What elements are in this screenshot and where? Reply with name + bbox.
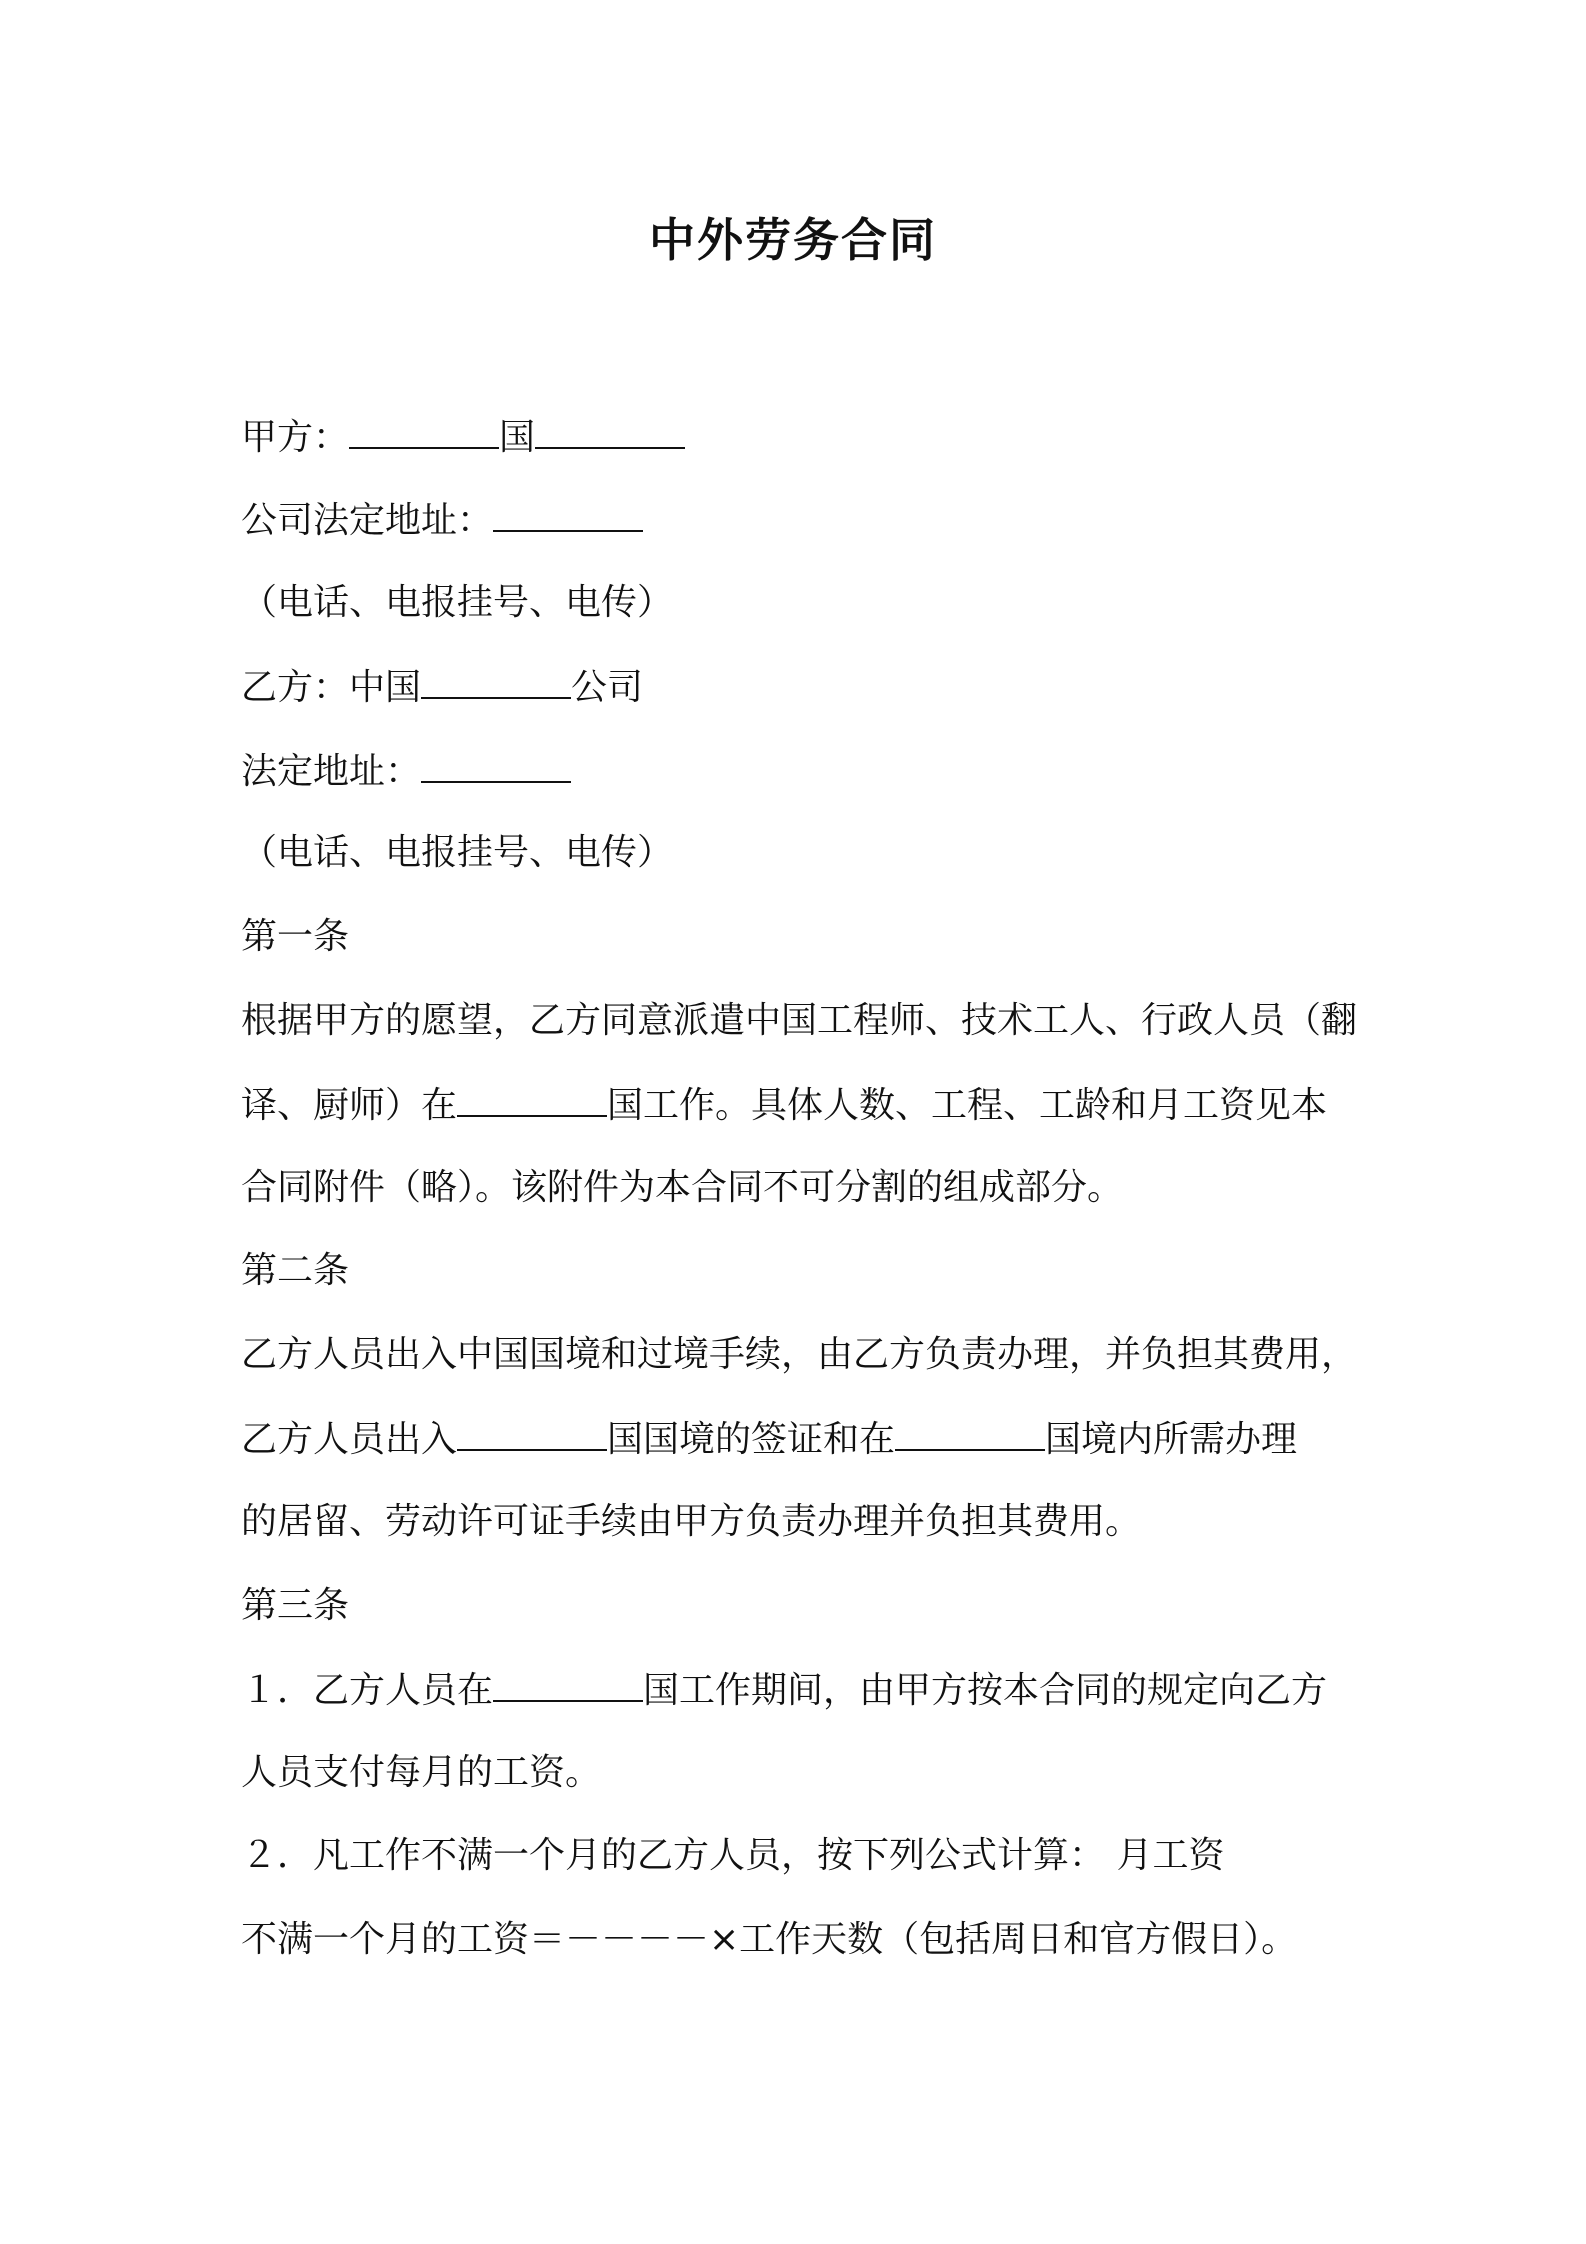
blank-field bbox=[349, 411, 499, 449]
party-b-company-suffix: 公司 bbox=[571, 667, 644, 708]
article-2-text-segment: 国境内所需办理 bbox=[1045, 1419, 1298, 1460]
blank-field bbox=[457, 1079, 607, 1117]
article-1-text-line-3: 合同附件（略）。该附件为本合同不可分割的组成部分。 bbox=[241, 1167, 1124, 1208]
party-a-label: 甲方： bbox=[241, 417, 350, 458]
article-2-text-line-3: 的居留、劳动许可证手续由甲方负责办理并负担其费用。 bbox=[241, 1501, 1142, 1542]
party-b-label: 乙方：中国 bbox=[241, 667, 422, 708]
party-a-contact-note: （电话、电报挂号、电传） bbox=[241, 582, 674, 623]
party-a-address-label: 公司法定地址： bbox=[241, 500, 494, 541]
article-2-text-segment: 国国境的签证和在 bbox=[607, 1419, 896, 1460]
article-1-text-segment: 译、厨师）在 bbox=[241, 1085, 458, 1126]
blank-field bbox=[493, 494, 643, 532]
article-2-text-line-1: 乙方人员出入中国国境和过境手续，由乙方负责办理，并负担其费用， bbox=[241, 1334, 1358, 1375]
article-3-heading: 第三条 bbox=[241, 1585, 350, 1626]
article-2-text-segment: 乙方人员出入 bbox=[241, 1419, 458, 1460]
blank-field bbox=[421, 661, 571, 699]
party-a-line bbox=[241, 411, 1361, 463]
article-3-formula: 不满一个月的工资＝－－－－×工作天数（包括周日和官方假日）。 bbox=[241, 1919, 1298, 1960]
article-2-heading: 第二条 bbox=[241, 1250, 350, 1291]
article-1-text-line-2 bbox=[241, 1079, 1361, 1131]
article-3-item-1-line-2: 人员支付每月的工资。 bbox=[241, 1752, 602, 1793]
article-3-item-1-line-1 bbox=[241, 1664, 1361, 1716]
article-2-text-line-2 bbox=[241, 1413, 1361, 1465]
article-1-text-line-1: 根据甲方的愿望，乙方同意派遣中国工程师、技术工人、行政人员（翻 bbox=[241, 1000, 1358, 1041]
document-title: 中外劳务合同 bbox=[649, 213, 937, 267]
article-1-heading: 第一条 bbox=[241, 916, 350, 957]
party-b-address-line bbox=[241, 745, 1361, 797]
blank-field bbox=[421, 745, 571, 783]
party-a-address-line bbox=[241, 494, 1361, 546]
party-b-line bbox=[241, 661, 1361, 713]
article-3-text-segment: １．乙方人员在 bbox=[241, 1670, 494, 1711]
blank-field bbox=[895, 1413, 1045, 1451]
party-b-contact-note: （电话、电报挂号、电传） bbox=[241, 832, 674, 873]
article-3-text-segment: 国工作期间，由甲方按本合同的规定向乙方 bbox=[643, 1670, 1328, 1711]
party-b-address-label: 法定地址： bbox=[241, 751, 422, 792]
blank-field bbox=[457, 1413, 607, 1451]
blank-field bbox=[493, 1664, 643, 1702]
article-3-item-2: ２．凡工作不满一个月的乙方人员，按下列公式计算： 月工资 bbox=[241, 1835, 1225, 1876]
article-1-text-segment: 国工作。具体人数、工程、工龄和月工资见本 bbox=[607, 1085, 1328, 1126]
blank-field bbox=[535, 411, 685, 449]
party-a-country-suffix: 国 bbox=[499, 417, 536, 458]
